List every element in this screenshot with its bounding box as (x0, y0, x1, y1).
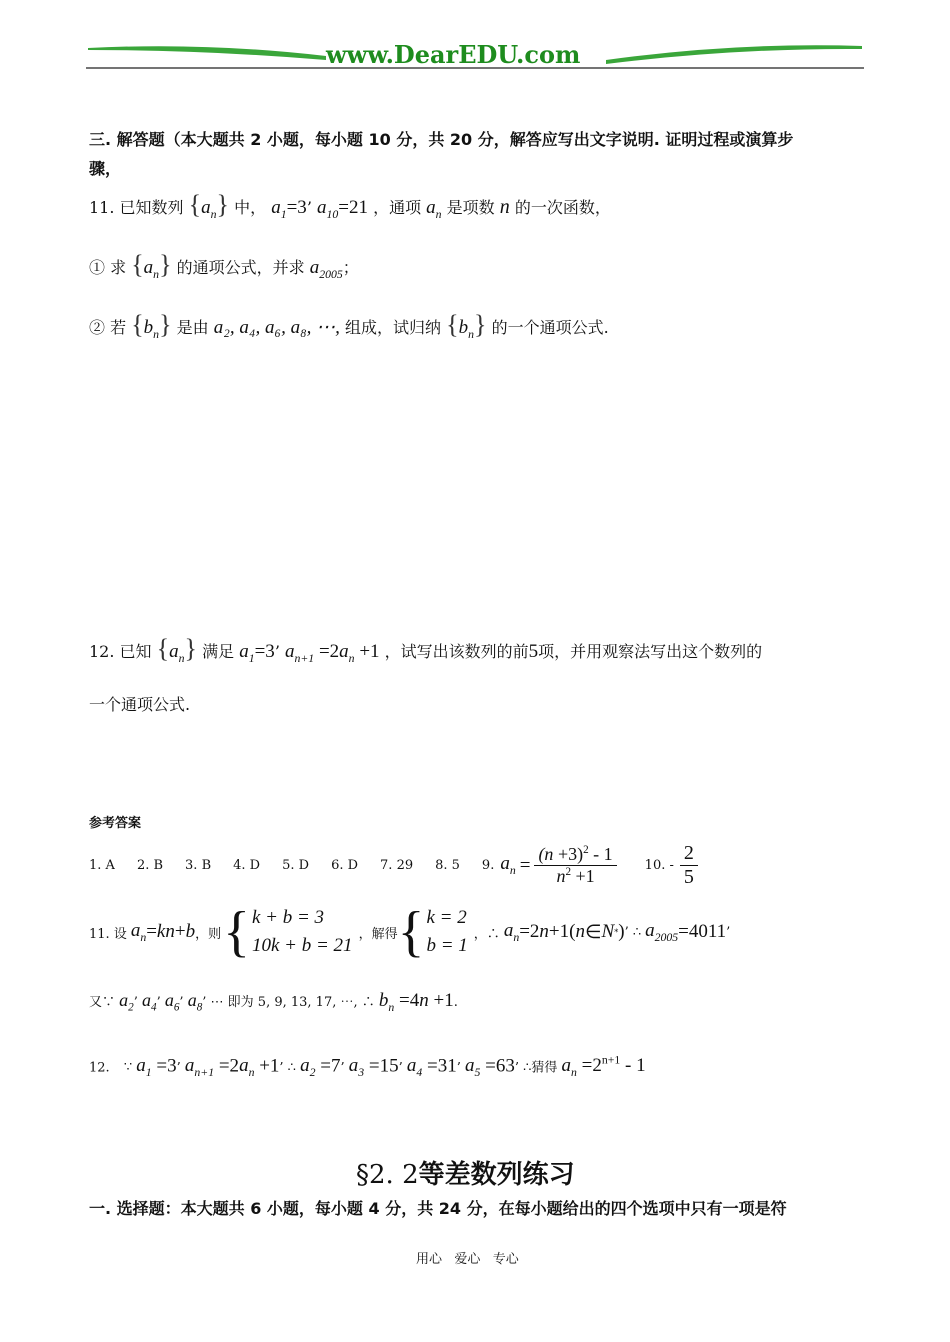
answer12-line: 12. ∵ $a_1 =3$’ $a_{n+1} =2a_n +1$’ ∴ $a_2 =7$’ $a_3 =15$’ $a_4 =31$’ $a_5 =63$’ ∴猜得 $a_n =2^{n+1} - 1$ (89, 1054, 646, 1080)
q11-line1: 11. 已知数列 $\{a_n\}$ 中， $a_1=3$’ $a_{10}=21$ ，通项 $a_n$ 是项数 n 的一次函数， (89, 190, 611, 221)
site-logo-text: www.DearEDU.com (326, 40, 581, 69)
section3-heading-line2: 骤， (89, 159, 122, 178)
q12-line1: 12. 已知 $\{a_n\}$ 满足 $a_1=3$’ $a_{n+1} =2a_n +1$ ，试写出该数列的前5项，并用观察法写出这个数列的 (89, 634, 763, 665)
answer11-line2: 又∵ $a_2$’ $a_4$’ $a_6$’ $a_8$’ ⋯ 即为 5, 9, 13, 17, ⋯, ∴ $b_n =4n +1$. (89, 990, 458, 1014)
q12-line2: 一个通项公式. (89, 695, 191, 714)
section3-heading-line1: 三. 解答题（本大题共 2 小题，每小题 10 分，共 20 分，解答应写出文字说明. 证明过程或演算步 (89, 130, 794, 149)
next-section-title: §2. 2等差数列练习 (356, 1160, 575, 1190)
page-footer: 用心 爱心 专心 (416, 1252, 519, 1267)
answers-choices-row: 1. A 2. B 3. B 4. D 5. D 6. D 7. 29 8. 5 9. $a_n$ = $\frac{(n +3)^2 - 1}{n^2 +1}$ 10. - $\frac{2}{5}$ (89, 842, 698, 889)
q11-prefix: 11. 已知数列 (89, 198, 184, 217)
q11-part1: ① 求 $\{a_n\}$ 的通项公式，并求 $a_{2005}$； (89, 250, 359, 281)
answers-title: 参考答案 (89, 816, 142, 831)
answer11-line1: 11. 设 $a_n$ = kn + b ，则 { k + b = 3 10k + b = 21 ，解得 { k = 2 b = 1 ，∴ $a_n$ =2 n +1( n ∈ N * ) ’ ∴ $a_{2005}$ =4011 ’ (89, 901, 731, 963)
next-section-heading: 一. 选择题：本大题共 6 小题，每小题 4 分，共 24 分，在每小题给出的四个选项中只有一项是符 (89, 1199, 787, 1218)
header-banner (86, 36, 864, 76)
q11-part2: ② 若 $\{b_n\}$ 是由 a₂, a₄, a₆, a₈, ⋯, 组成，试归纳 $\{b_n\}$ 的一个通项公式. (89, 310, 609, 341)
